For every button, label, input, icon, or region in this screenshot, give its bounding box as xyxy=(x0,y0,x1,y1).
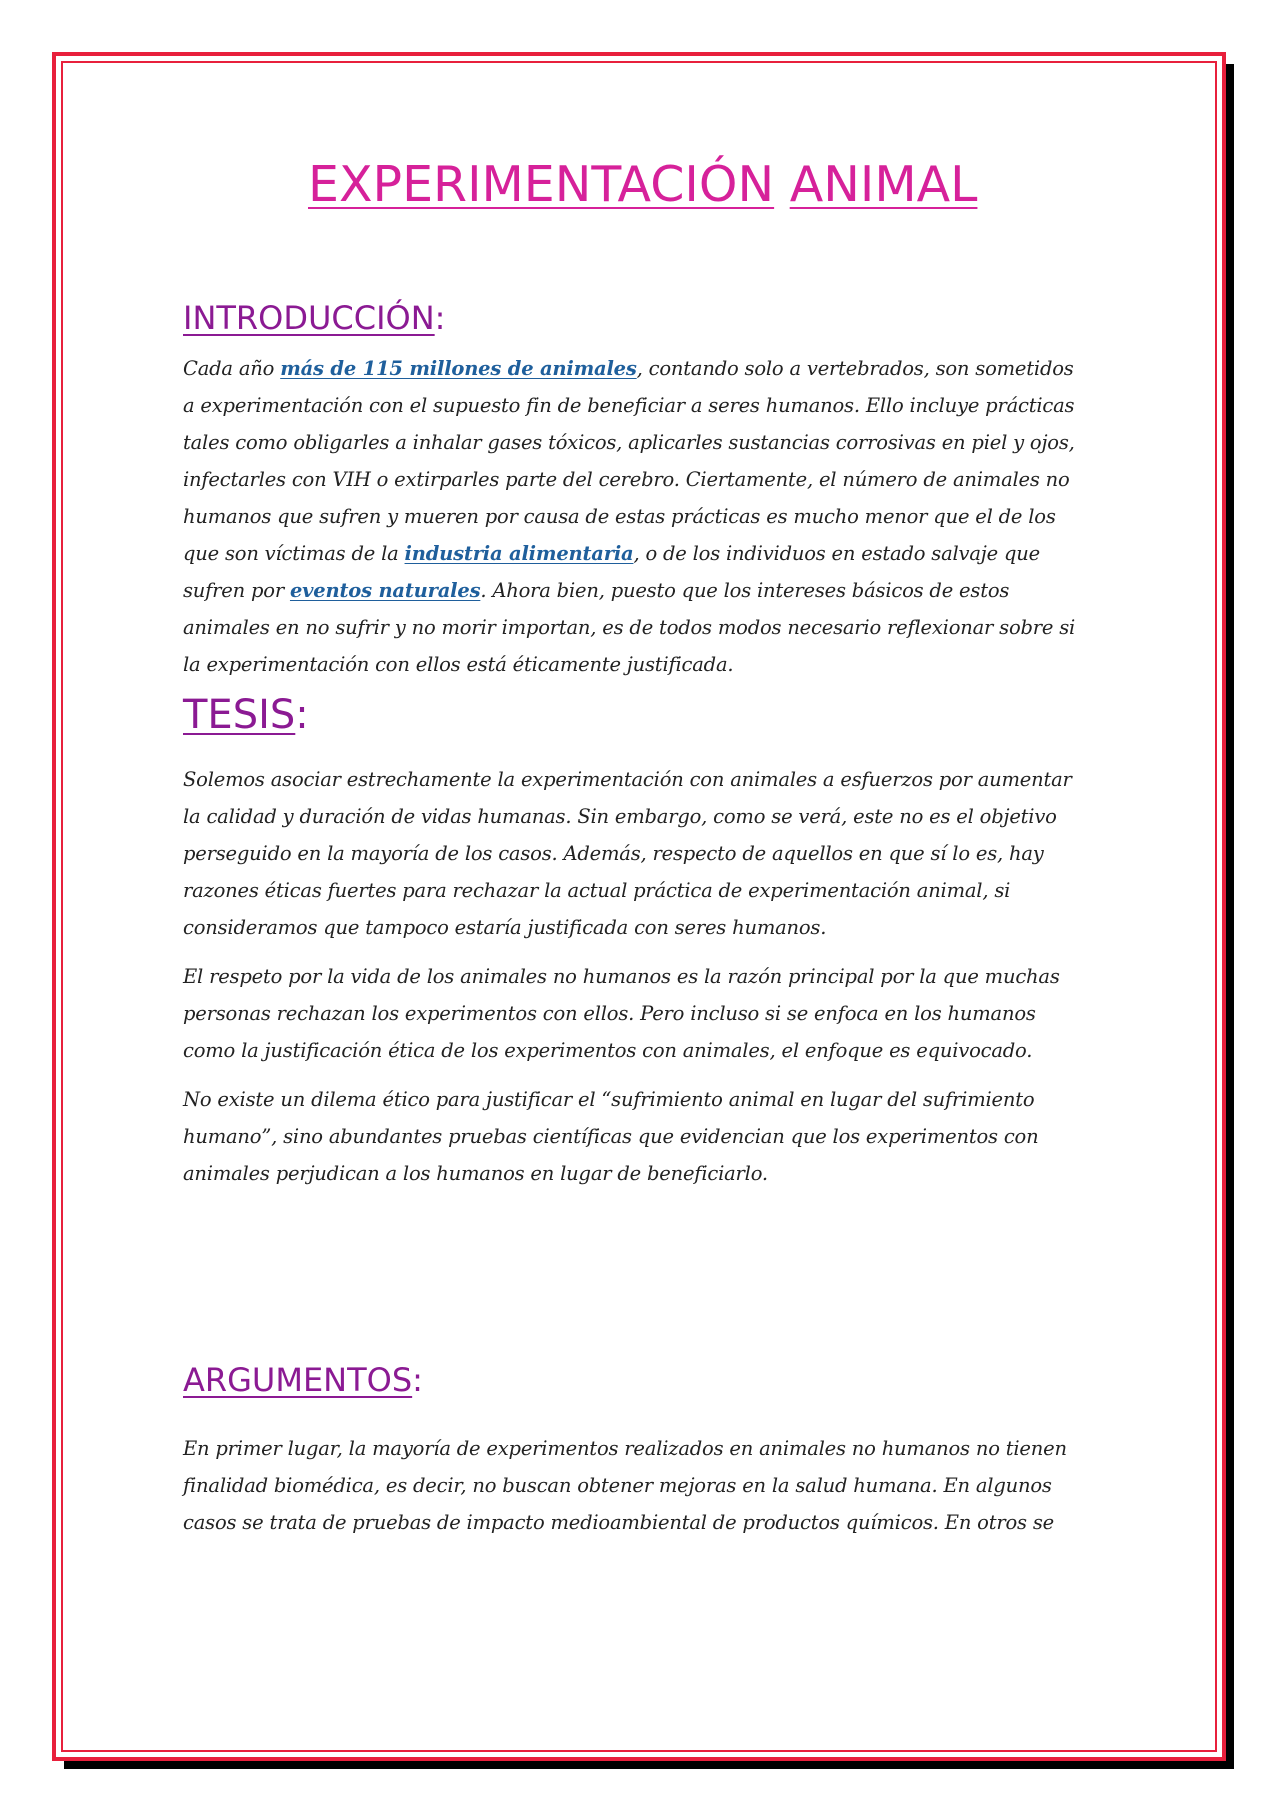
argumentos-paragraph-1: En primer lugar, la mayoría de experimentos realizados en animales no humanos no tienen finalidad biomédica, es decir, no buscan obtener mejoras en la salud humana. En algunos casos se trata de pruebas de impacto medioambiental de productos químicos. En otros se xyxy=(183,1437,1067,1534)
heading-introduccion xyxy=(183,298,1088,338)
intro-text-2: , contando solo a vertebrados, son sometidos a experimentación con el supuesto fin de beneficiar a seres humanos. Ello incluye prácticas tales como obligarles a inhalar gases tóxicos, aplicarles sustancias corrosivas en piel y ojos, infectarles con VIH o extirparles parte del cerebro. Ciertamente, el número de animales no humanos que sufren y mueren por causa de estas prácticas es mucho menor que el de los que son víctimas de la xyxy=(183,357,1075,565)
link-industria-alimentaria[interactable]: industria alimentaria xyxy=(404,542,634,565)
link-115-millones[interactable]: más de 115 millones de animales xyxy=(280,357,637,380)
heading-argumentos-text: ARGUMENTOS xyxy=(183,1361,413,1399)
title-word-2: ANIMAL xyxy=(789,156,978,213)
heading-colon: : xyxy=(412,1361,423,1399)
tesis-paragraph-2: El respeto por la vida de los animales no humanos es la razón principal por la que muchas personas rechazan los experimentos con ellos. Pero incluso si se enfoca en los humanos como la justificación ética de los experimentos con animales, el enfoque es equivocado. xyxy=(183,965,1060,1062)
title-word-1: EXPERIMENTACIÓN xyxy=(308,156,775,213)
document-content xyxy=(183,150,1088,1541)
tesis-paragraph-3: No existe un dilema ético para justificar el “sufrimiento animal en lugar del sufrimiento humano”, sino abundantes pruebas científicas que evidencian que los experimentos con animales perjudican a los humanos en lugar de beneficiarlo. xyxy=(183,1088,1039,1185)
tesis-paragraph-1: Solemos asociar estrechamente la experimentación con animales a esfuerzos por aumentar la calidad y duración de vidas humanas. Sin embargo, como se verá, este no es el objetivo perseguido en la mayoría de los casos. Además, respecto de aquellos en que sí lo es, hay razones éticas fuertes para rechazar la actual práctica de experimentación animal, si consideramos que tampoco estaría justificada con seres humanos. xyxy=(183,768,1072,939)
intro-text-3: , o de los individuos en estado salvaje que sufren por xyxy=(183,542,1040,602)
heading-introduccion-text: INTRODUCCIÓN xyxy=(183,299,435,337)
heading-colon: : xyxy=(434,299,446,337)
document-title xyxy=(308,150,1088,220)
heading-argumentos xyxy=(183,1360,1088,1400)
link-eventos-naturales[interactable]: eventos naturales xyxy=(289,579,481,602)
intro-text-4: . Ahora bien, puesto que los intereses básicos de estos animales en no sufrir y no morir importan, es de todos modos necesario reflexionar sobre si la experimentación con ellos está éticamente justificada. xyxy=(183,579,1076,676)
heading-tesis-text: TESIS xyxy=(183,692,296,738)
introduccion-paragraph xyxy=(183,350,1088,683)
heading-tesis xyxy=(183,691,1088,739)
heading-colon: : xyxy=(295,692,309,738)
intro-text-1: Cada año xyxy=(183,357,281,380)
